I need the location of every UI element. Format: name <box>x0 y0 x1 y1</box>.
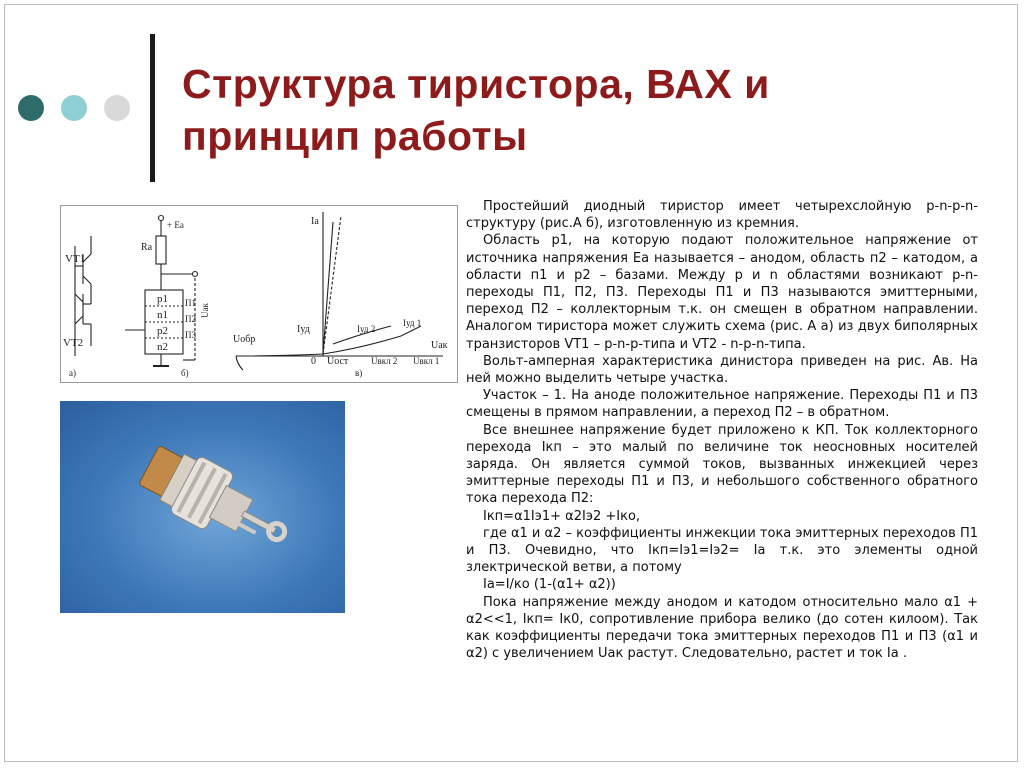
figure-svg <box>61 206 457 382</box>
accent-dot-teal <box>61 95 87 121</box>
junction-p3: П3 <box>185 330 196 340</box>
thyristor-photo <box>60 401 345 613</box>
axis-uak: Uак <box>431 340 448 351</box>
layer-p1: p1 <box>157 293 168 305</box>
accent-dot-dark <box>18 95 44 121</box>
label-b: б) <box>181 368 189 378</box>
paragraph-3: Вольт-амперная характеристика динистора приведен на рис. Ав. На ней можно выделить четыре участка. <box>466 353 978 387</box>
junction-p1: П1 <box>185 298 196 308</box>
label-iud1: Iуд 1 <box>403 318 422 328</box>
label-origin: 0 <box>311 356 316 367</box>
paragraph-2: Область p1, на которую подают положительное напряжение от источника напряжения Еа называется – анодом, область п2 – катодом, а области п1 и p2 – базами. Между p и n областями возникают p-n-переходы П1, П2, П3. Переходы П1 и П3 называются эмиттерными, переход П2 – коллекторным т.к. он смещен в обратном направлении. Аналогом тиристора может служить схема (рис. А а) из двух биполярных транзисторов VT1 – p-n-p-типа и VT2 - n-p-n-типа. <box>466 233 978 352</box>
label-iud2: Iуд 2 <box>357 324 376 334</box>
layer-n2: n2 <box>157 341 168 353</box>
paragraph-5: Все внешнее напряжение будет приложено к КП. Ток коллекторного перехода Iкп – это малый по величине ток неосновных носителей заряда. Он является суммой токов, вызванных инжекцией через эмиттерные переходы П1 и П3, и небольшого собственного обратного тока перехода П2: <box>466 422 978 507</box>
title-line-1: Структура тиристора, ВАХ и <box>182 61 770 107</box>
label-vt2: VT2 <box>63 337 84 349</box>
formula-ikp: Iкп=α1Iэ1+ α2Iэ2 +Iко, <box>483 508 641 524</box>
label-ra: Rа <box>141 242 153 253</box>
paragraph-1: Простейший диодный тиристор имеет четырехслойную p-n-p-n-структуру (рис.А б), изготовленную из кремния. <box>466 199 978 232</box>
thyristor-figure <box>60 205 458 383</box>
label-a: а) <box>69 368 76 378</box>
label-uvkl2: Uвкл 2 <box>371 356 398 366</box>
paragraph-4: Участок – 1. На аноде положительное напряжение. Переходы П1 и П3 смещены в прямом направлении, а переход П2 – в обратном. <box>466 388 978 421</box>
body-text <box>466 198 978 662</box>
paragraph-7: Пока напряжение между анодом и катодом относительно мало α1 + α2<<1, Iкп= Iк0, сопротивление прибора велико (до сотен килоом). Так как коэффициенты передачи тока эмиттерных переходов П1 и П3 (α1 и α2) с увеличением Uак растут. Следовательно, растет и ток Iа . <box>466 594 978 662</box>
label-uost: Uост <box>327 356 349 367</box>
label-ea: + Eа <box>167 220 184 230</box>
junction-p2: П2 <box>185 314 196 324</box>
label-uobr: Uобр <box>233 334 256 345</box>
slide-title <box>182 58 982 162</box>
formula-ia: Iа=I/ко (1-(α1+ α2)) <box>483 577 616 593</box>
layer-p2: p2 <box>157 325 168 337</box>
label-uak-vertical: Uак <box>200 303 210 318</box>
paragraph-6: где α1 и α2 – коэффициенты инжекции тока эмиттерных переходов П1 и П3. Очевидно, что Iкп=Iэ1=Iэ2= Iа т.к. это элементы одной злектрической ветви, а потому <box>466 525 978 576</box>
layer-n1: n1 <box>157 309 168 321</box>
title-divider <box>150 34 155 182</box>
thyristor-photo-svg <box>60 401 345 613</box>
axis-ia: Iа <box>311 216 319 227</box>
label-iud: Iуд <box>297 324 310 335</box>
accent-dot-grey <box>104 95 130 121</box>
label-v: в) <box>355 368 363 378</box>
title-line-2: принцип работы <box>182 113 528 159</box>
label-vt1: VT1 <box>65 253 86 265</box>
label-uvkl1: Uвкл 1 <box>413 356 440 366</box>
